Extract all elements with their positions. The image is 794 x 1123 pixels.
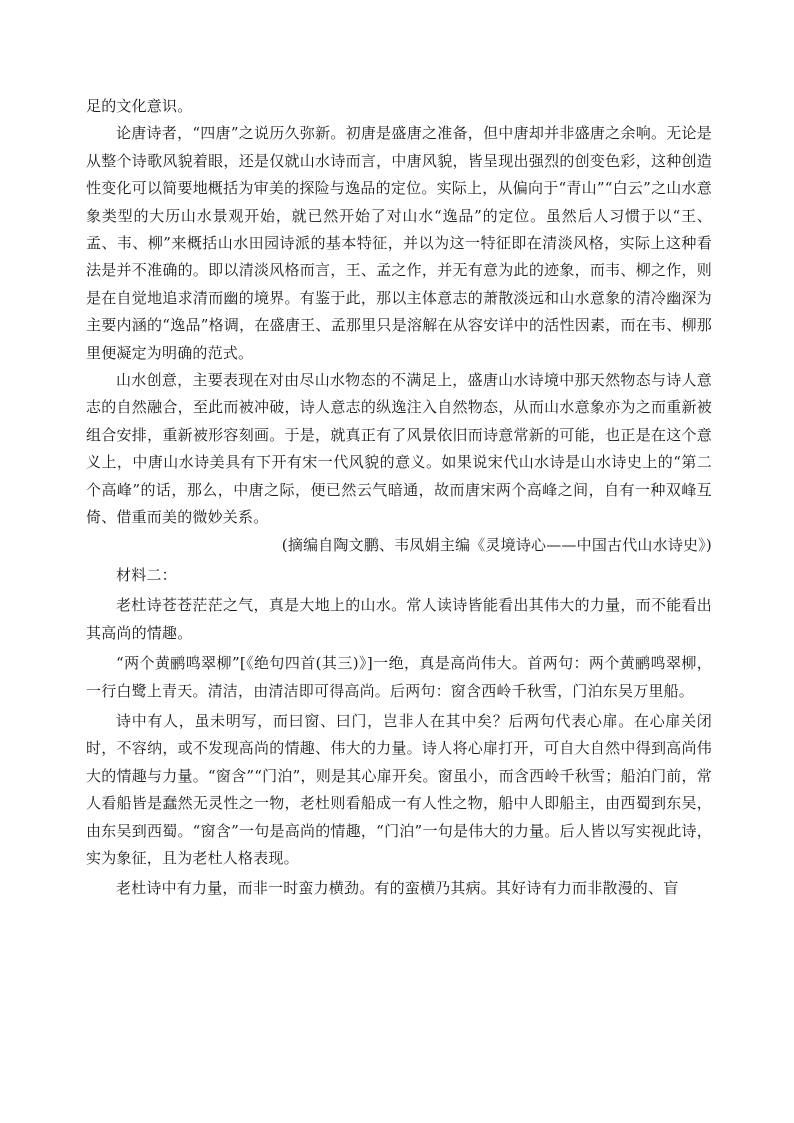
paragraph-continuation: 足的文化意识。: [86, 97, 193, 115]
section-heading-material-two: 材料二：: [116, 565, 177, 584]
paragraph-strength: 老杜诗中有力量，而非一时蛮力横劲。有的蛮横乃其病。其好诗有力而非散漫的、盲: [116, 879, 679, 898]
paragraph-quatrain: “两个黄鹂鸣翠柳”[《绝句四首(其三)》]一绝，真是高尚伟大。首两句：两个黄鹂鸣翠柳，一行白鹭上青天。清洁，由清洁即可得高尚。后两句：窗含西岭千秋雪，门泊东吴万里船。: [86, 654, 712, 700]
paragraph-four-tang: 论唐诗者，“四唐”之说历久弥新。初唐是盛唐之准备，但中唐却并非盛唐之余响。无论是从整个诗歌风貌着眼，还是仅就山水诗而言，中唐风貌，皆呈现出强烈的创变色彩，这种创造性变化可以简要地概括为审美的探险与逸品的定位。实际上，从偏向于“青山”“白云”之山水意象类型的大历山水景观开始，就已然开始了对山水“逸品”的定位。虽然后人习惯于以“王、孟、韦、柳”来概括山水田园诗派的基本特征，并以为这一特征即在清淡风格，实际上这种看法是并不准确的。即以清淡风格而言，王、孟之作，并无有意为此的迹象，而韦、柳之作，则是在自觉地追求清而幽的境界。有鉴于此，那以主体意志的萧散淡远和山水意象的清冷幽深为主要内涵的“逸品”格调，在盛唐王、孟那里只是溶解在从容安详中的活性因素，而在韦、柳那里便凝定为明确的范式。: [86, 124, 712, 362]
paragraph-du-fu-intro: 老杜诗苍苍茫茫之气，真是大地上的山水。常人读诗皆能看出其伟大的力量，而不能看出其高尚的情趣。: [86, 596, 712, 642]
paragraph-landscape-innovation: 山水创意，主要表现在对由尽山水物态的不满足上，盛唐山水诗境中那天然物态与诗人意志的自然融合，至此而被冲破，诗人意志的纵逸注入自然物态，从而山水意象亦为之而重新被组合安排，重新被形容刻画。于是，就真正有了风景依旧而诗意常新的可能，也正是在这个意义上，中唐山水诗美具有下开有宋一代风貌的意义。如果说宋代山水诗是山水诗史上的“第二个高峰”的话，那么，中唐之际，便已然云气暗通，故而唐宋两个高峰之间，自有一种双峰互倚、借重而美的微妙关系。: [86, 371, 712, 527]
document-body: [86, 93, 712, 903]
paragraph-heart-door: 诗中有人，虽未明写，而曰窗、曰门，岂非人在其中矣？后两句代表心扉。在心扉关闭时，不容纳，或不发现高尚的情趣、伟大的力量。诗人将心扉打开，可自大自然中得到高尚伟大的情趣与力量。“窗含”“门泊”，则是其心扉开矣。窗虽小，而含西岭千秋雪；船泊门前，常人看船皆是蠢然无灵性之一物，老杜则看船成一有人性之物，船中人即船主，由西蜀到东吴，由东吴到西蜀。“窗含”一句是高尚的情趣，“门泊”一句是伟大的力量。后人皆以写实视此诗，实为象征，且为老杜人格表现。: [86, 711, 712, 867]
source-citation: (摘编自陶文鹏、韦凤娟主编《灵境诗心——中国古代山水诗史》): [281, 535, 712, 554]
